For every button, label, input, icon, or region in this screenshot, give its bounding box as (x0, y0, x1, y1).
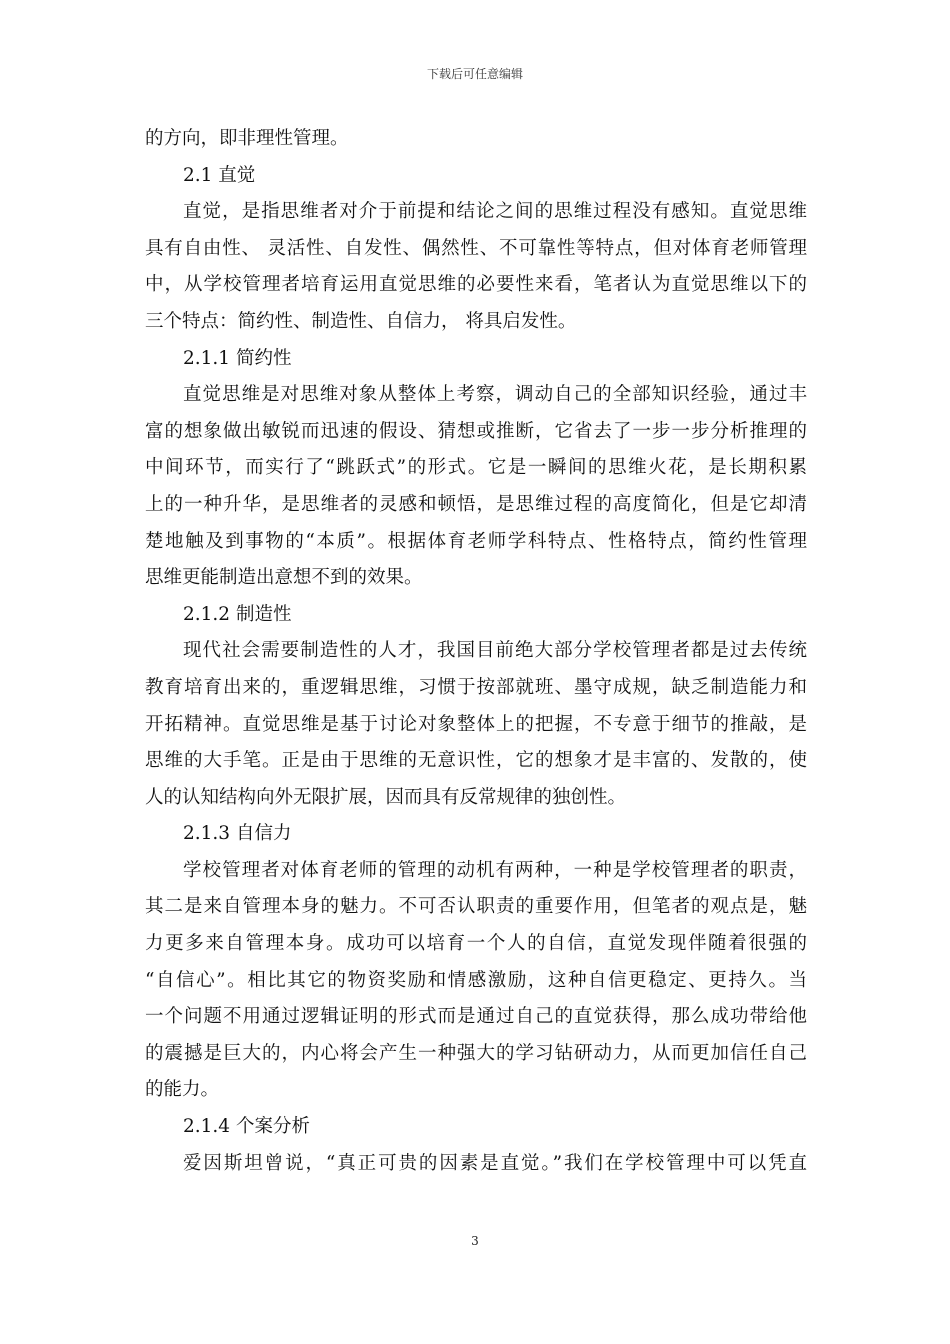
paragraph-line: 人的认知结构向外无限扩展，因而具有反常规律的独创性。 (145, 786, 627, 808)
section-heading: 2.1.1 简约性 (183, 347, 292, 369)
section-heading: 2.1.3 自信力 (183, 823, 292, 845)
paragraph-line: 的方向，即非理性管理。 (145, 128, 349, 149)
paragraph-line: 思维更能制造出意想不到的效果。 (145, 567, 423, 589)
section-heading: 2.1 直觉 (183, 164, 256, 186)
paragraph-line: 教育培育出来的，重逻辑思维，习惯于按部就班、墨守成规，缺乏制造能力和 (145, 676, 807, 698)
paragraph-line: 直觉思维是对思维对象从整体上考察，调动自己的全部知识经验，通过丰 (183, 384, 807, 406)
paragraph-line: 中，从学校管理者培育运用直觉思维的必要性来看，笔者认为直觉思维以下的 (145, 274, 807, 296)
paragraph-line: 三个特点：简约性、制造性、自信力， 将具启发性。 (145, 310, 577, 332)
paragraph-line: 的能力。 (145, 1079, 220, 1101)
paragraph-line: 开拓精神。直觉思维是基于讨论对象整体上的把握，不专意于细节的推敲，是 (145, 713, 807, 735)
paragraph-line: 楚地触及到事物的“本质”。根据体育老师学科特点、性格特点，简约性管理 (145, 530, 807, 552)
paragraph-line: 思维的大手笔。正是由于思维的无意识性，它的想象才是丰富的、发散的，使 (145, 750, 807, 772)
paragraph-line: 学校管理者对体育老师的管理的动机有两种，一种是学校管理者的职责， (183, 859, 807, 881)
paragraph-line: 直觉，是指思维者对介于前提和结论之间的思维过程没有感知。直觉思维 (183, 201, 807, 223)
paragraph-line: 具有自由性、 灵活性、自发性、偶然性、不可靠性等特点，但对体育老师管理 (145, 237, 807, 259)
paragraph-line: 现代社会需要制造性的人才，我国目前绝大部分学校管理者都是过去传统 (183, 640, 807, 662)
paragraph-line: 力更多来自管理本身。成功可以培育一个人的自信，直觉发现伴随着很强的 (145, 933, 807, 955)
paragraph-line: 爱因斯坦曾说，“真正可贵的因素是直觉。”我们在学校管理中可以凭直 (183, 1152, 807, 1174)
page-number: 3 (471, 1234, 479, 1248)
section-heading: 2.1.2 制造性 (183, 603, 292, 625)
paragraph-line: “自信心”。相比其它的物资奖励和情感激励，这种自信更稳定、更持久。当 (145, 969, 807, 991)
page-header: 下载后可任意编辑 (426, 67, 523, 81)
paragraph-line: 一个问题不用通过逻辑证明的形式而是通过自己的直觉获得，那么成功带给他 (145, 1006, 807, 1028)
document-body (145, 121, 807, 1182)
section-heading: 2.1.4 个案分析 (183, 1116, 310, 1138)
paragraph-line: 其二是来自管理本身的魅力。不可否认职责的重要作用，但笔者的观点是，魅 (145, 896, 807, 918)
paragraph-line: 富的想象做出敏锐而迅速的假设、猜想或推断，它省去了一步一步分析推理的 (145, 420, 807, 442)
paragraph-line: 上的一种升华，是思维者的灵感和顿悟，是思维过程的高度简化，但是它却清 (145, 493, 807, 515)
paragraph-line: 中间环节，而实行了“跳跃式”的形式。它是一瞬间的思维火花，是长期积累 (145, 457, 807, 479)
paragraph-line: 的震撼是巨大的，内心将会产生一种强大的学习钻研动力，从而更加信任自己 (145, 1042, 807, 1064)
